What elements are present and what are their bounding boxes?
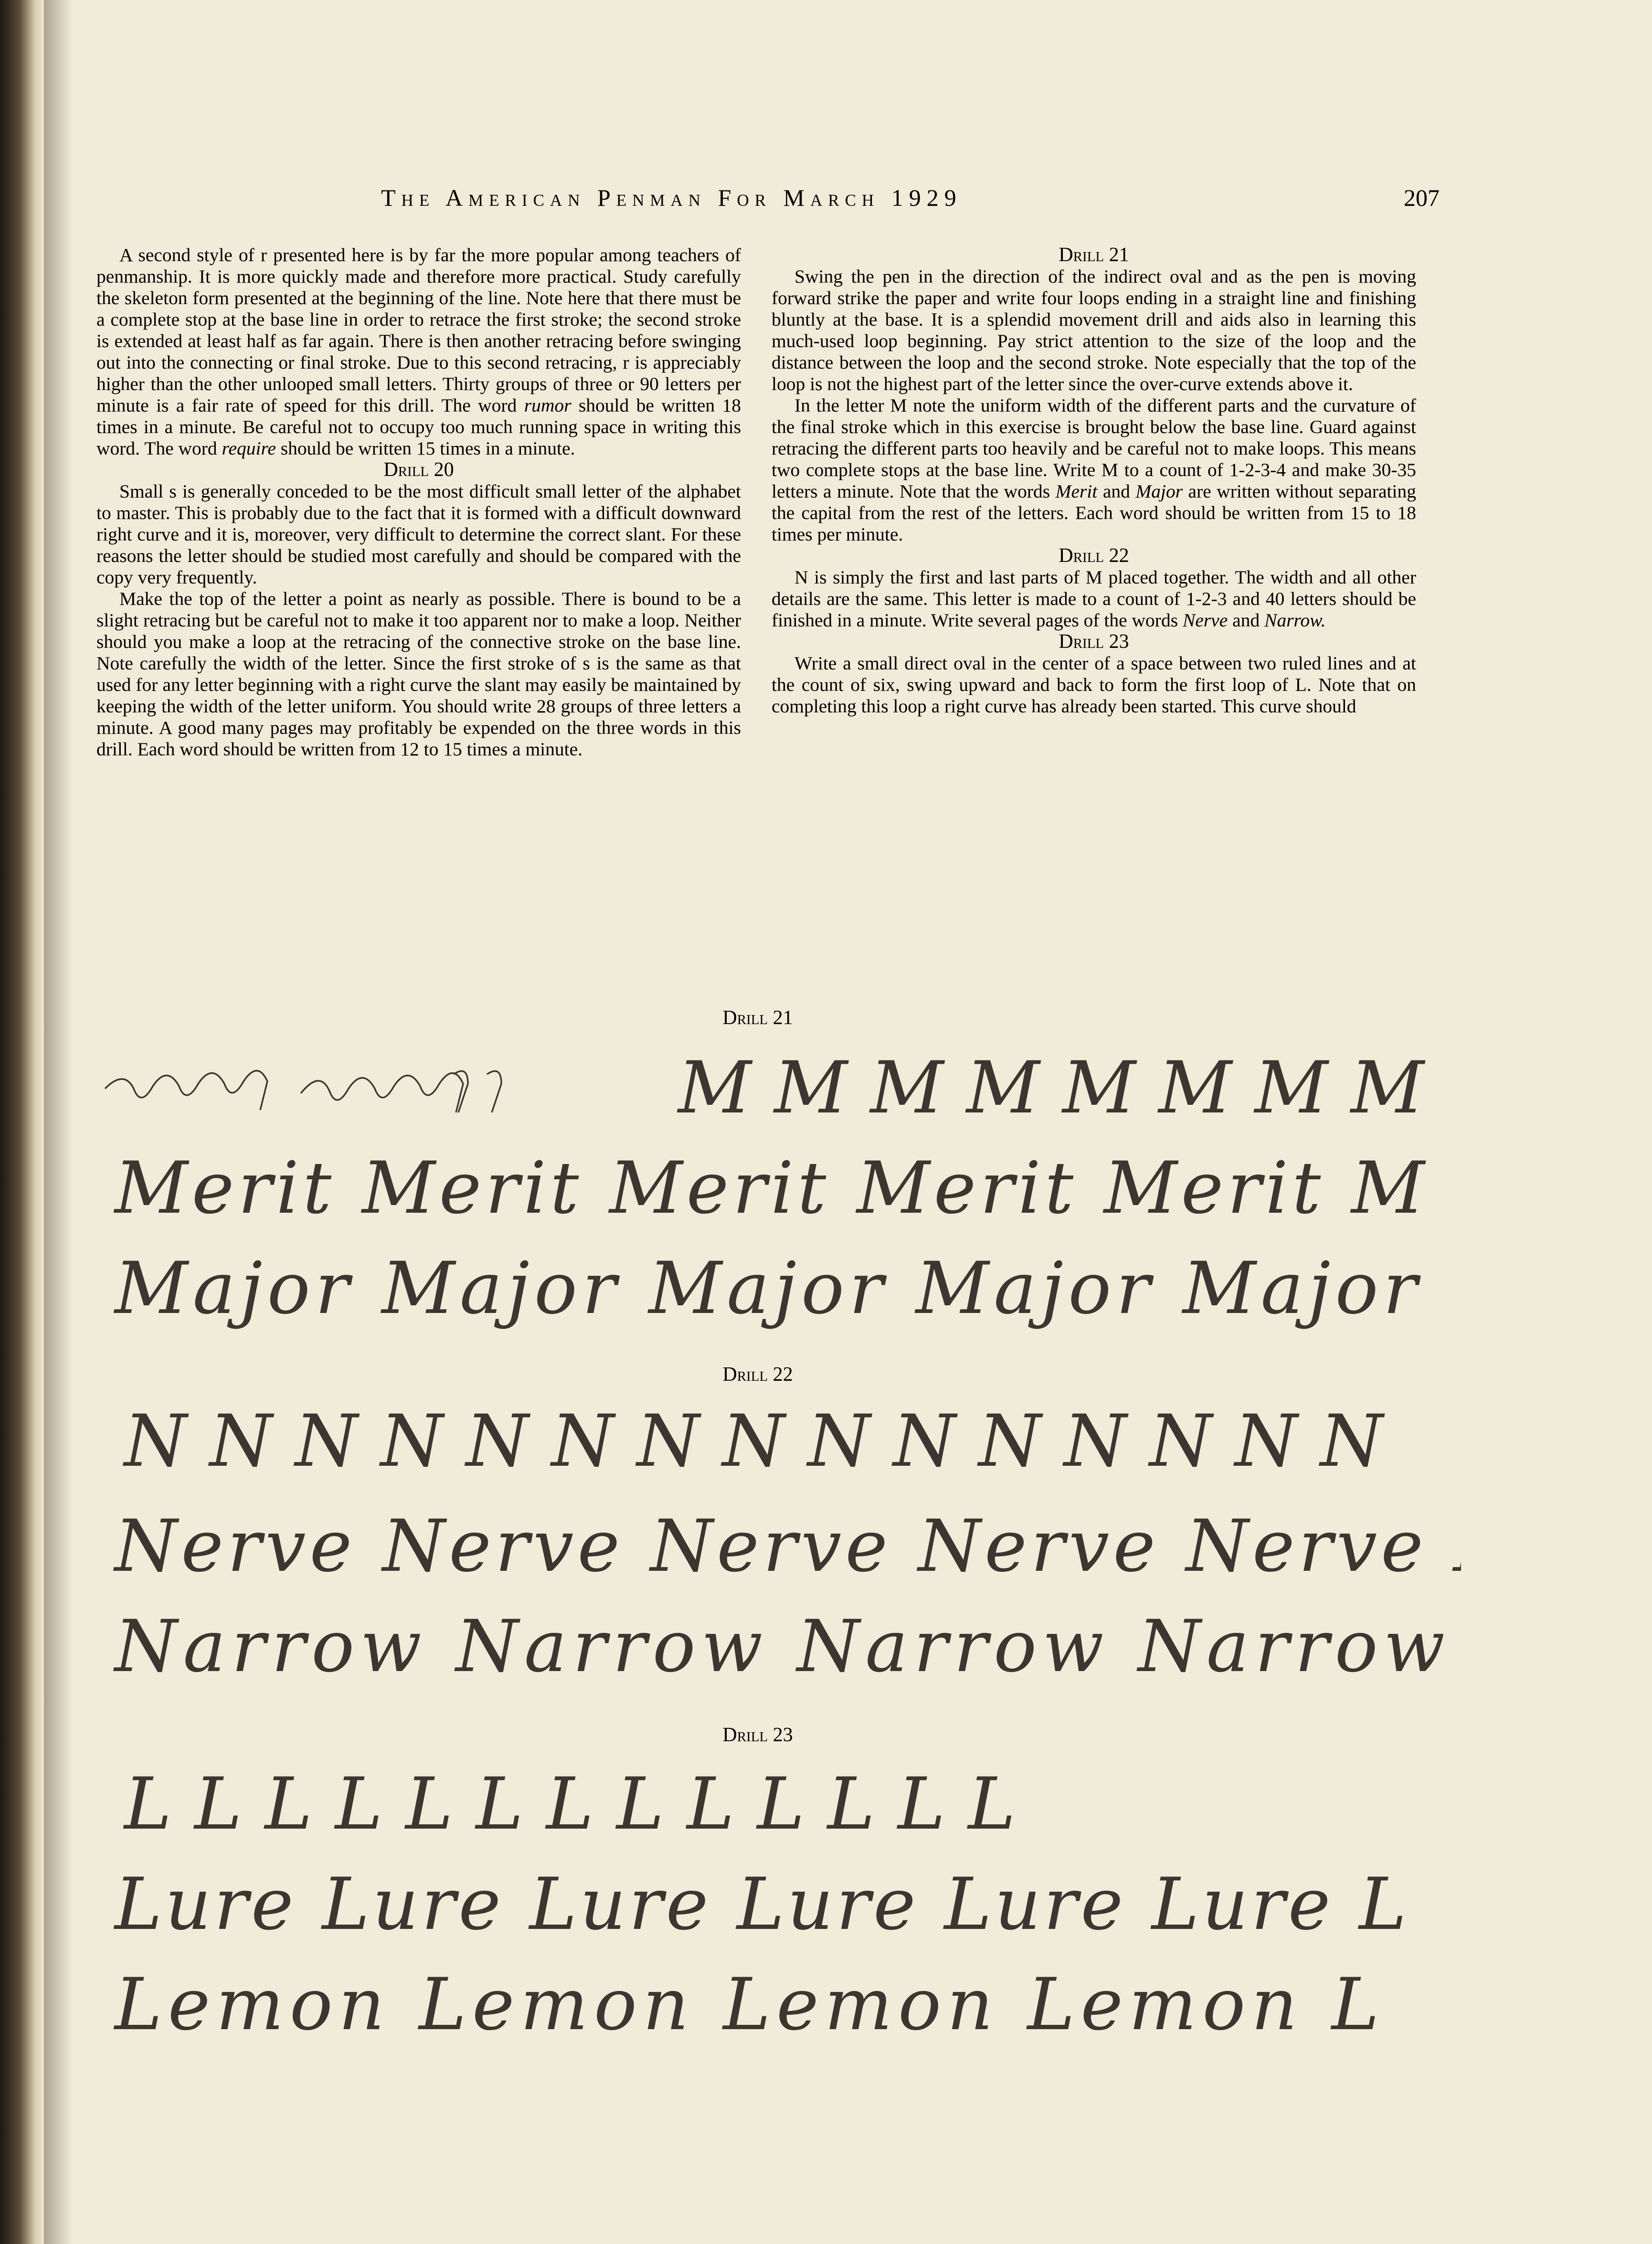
script-row-nerve-svg [86, 1490, 1461, 1599]
drill-22-paragraph: N is simply the first and last parts of M placed together. The width and all other details are the same. This letter is made to a count of 1-2-3 and 40 letters should be finished in a minute. Write several pages of the words Nerve and Narrow. [772, 567, 1416, 631]
loop-drill-strokes [105, 1071, 501, 1113]
script-row-n-letters-svg [86, 1389, 1461, 1499]
lure-row-text: Lure Lure Lure Lure Lure Lure L [115, 1863, 1409, 1946]
drill-20-paragraph-1: Small s is generally conceded to be the most difficult small letter of the alphabet to master. This is probably due to the fact that it is formed with a difficult downward right curve and it is, moreover, very difficult to determine the correct slant. For these reasons the letter should be studied most carefully and should be compared with the copy very frequently. [96, 481, 741, 588]
script-row-merit-svg [86, 1132, 1461, 1241]
right-text-column [772, 244, 1416, 717]
drill-22-heading: Drill 22 [1059, 545, 1129, 567]
script-row-narrow [86, 1590, 1461, 1700]
plate-drill-23-label: Drill 23 [722, 1724, 793, 1746]
plate-drill-21-label: Drill 21 [722, 1007, 793, 1029]
drill-20-heading: Drill 20 [383, 459, 454, 481]
nerve-row-text: Nerve Nerve Nerve Nerve Nerve N [115, 1505, 1461, 1588]
script-row-nerve [86, 1490, 1461, 1599]
script-row-n-letters [86, 1389, 1461, 1499]
drill-21-heading: Drill 21 [1059, 244, 1129, 266]
word-require: require [222, 438, 276, 459]
plate-drill-22-label: Drill 22 [722, 1364, 793, 1386]
word-narrow: Narrow. [1264, 610, 1326, 631]
book-gutter [0, 0, 44, 2244]
drill-20-paragraph-2: Make the top of the letter a point as nearly as possible. There is bound to be a slight retracing but be careful not to make it too apparent nor to make a loop. Neither should you make a loop at the retracing of the connective stroke on the base line. Note carefully the width of the letter. Since the first stroke of s is the same as that used for any letter beginning with a right curve the slant may easily be maintained by keeping the width of the letter uniform. You should write 28 groups of three letters a minute. A good many pages may profitably be expended on the three words in this drill. Each word should be written from 12 to 15 times a minute. [96, 588, 741, 760]
running-header: The American Penman For March 1929 [381, 184, 962, 211]
l-letters-text: L L L L L L L L L L L L L [124, 1763, 1016, 1846]
script-row-major [86, 1232, 1461, 1342]
narrow-row-text: Narrow Narrow Narrow Narrow [115, 1605, 1451, 1688]
drill-21-paragraph-1: Swing the pen in the direction of the indirect oval and as the pen is moving forward strike the paper and write four loops ending in a straight line and finishing bluntly at the base. It is a splendid movement drill and aids also in learning this much-used loop beginning. Pay strict attention to the size of the loop and the distance between the loop and the second stroke. Note especially that the top of the loop is not the highest part of the letter since the over-curve extends above it. [772, 266, 1416, 394]
merit-row-text: Merit Merit Merit Merit Merit M [115, 1147, 1429, 1230]
spine-shadow [44, 0, 73, 2244]
lemon-row-text: Lemon Lemon Lemon Lemon L [115, 1963, 1385, 2046]
script-row-lure [86, 1848, 1461, 1958]
script-row-l-letters [86, 1747, 1461, 1857]
script-row-l-letters-svg [86, 1747, 1461, 1857]
script-row-lemon [86, 1948, 1461, 2058]
script-row-major-svg [86, 1232, 1461, 1342]
script-row-narrow-svg [86, 1590, 1461, 1700]
intro-paragraph: A second style of r presented here is by far the more popular among teachers of penmanship. It is more quickly made and therefore more practical. Study carefully the skeleton form presented at the beginning of the line. Note here that there must be a complete stop at the base line in order to retrace the first stroke; the second stroke is extended at least half as far again. There is then another retracing before swinging out into the connecting or final stroke. Due to this second retracing, r is appreciably higher than the other unlooped small letters. Thirty groups of three or 90 letters per minute is a fair rate of speed for this drill. The word rumor should be written 18 times in a minute. Be careful not to occupy too much running space in writing this word. The word require should be written 15 times in a minute. [96, 244, 741, 459]
drill-21-paragraph-2: In the letter M note the uniform width of the different parts and the curvature of the final stroke which in this exercise is brought below the base line. Guard against retracing the different parts too heavily and be careful not to make loops. This means two complete stops at the base line. Write M to a count of 1-2-3-4 and make 30-35 letters a minute. Note that the words Merit and Major are written without separating the capital from the rest of the letters. Each word should be written from 15 to 18 times per minute. [772, 395, 1417, 545]
drill-23-heading: Drill 23 [1059, 631, 1129, 653]
n-letters-text: N N N N N N N N N N N N N N N [124, 1400, 1383, 1483]
script-row-m-letters [86, 1031, 1461, 1141]
left-text-column [96, 244, 741, 760]
major-row-text: Major Major Major Major Major [115, 1247, 1422, 1330]
drill-23-paragraph: Write a small direct oval in the center of a space between two ruled lines and at the count of six, swing upward and back to form the first loop of L. Note that on completing this loop a right curve has already been started. This curve should [772, 653, 1416, 717]
script-row-merit [86, 1132, 1461, 1241]
m-letters-text: M M M M M M M M [678, 1047, 1424, 1130]
script-row-lure-svg [86, 1848, 1461, 1958]
word-merit: Merit [1055, 481, 1098, 502]
word-nerve: Nerve [1182, 610, 1228, 631]
word-rumor: rumor [524, 395, 572, 416]
script-row-lemon-svg [86, 1948, 1461, 2058]
word-major: Major [1135, 481, 1183, 502]
page-number: 207 [1404, 184, 1440, 211]
script-row-m-letters-svg [86, 1031, 1461, 1141]
